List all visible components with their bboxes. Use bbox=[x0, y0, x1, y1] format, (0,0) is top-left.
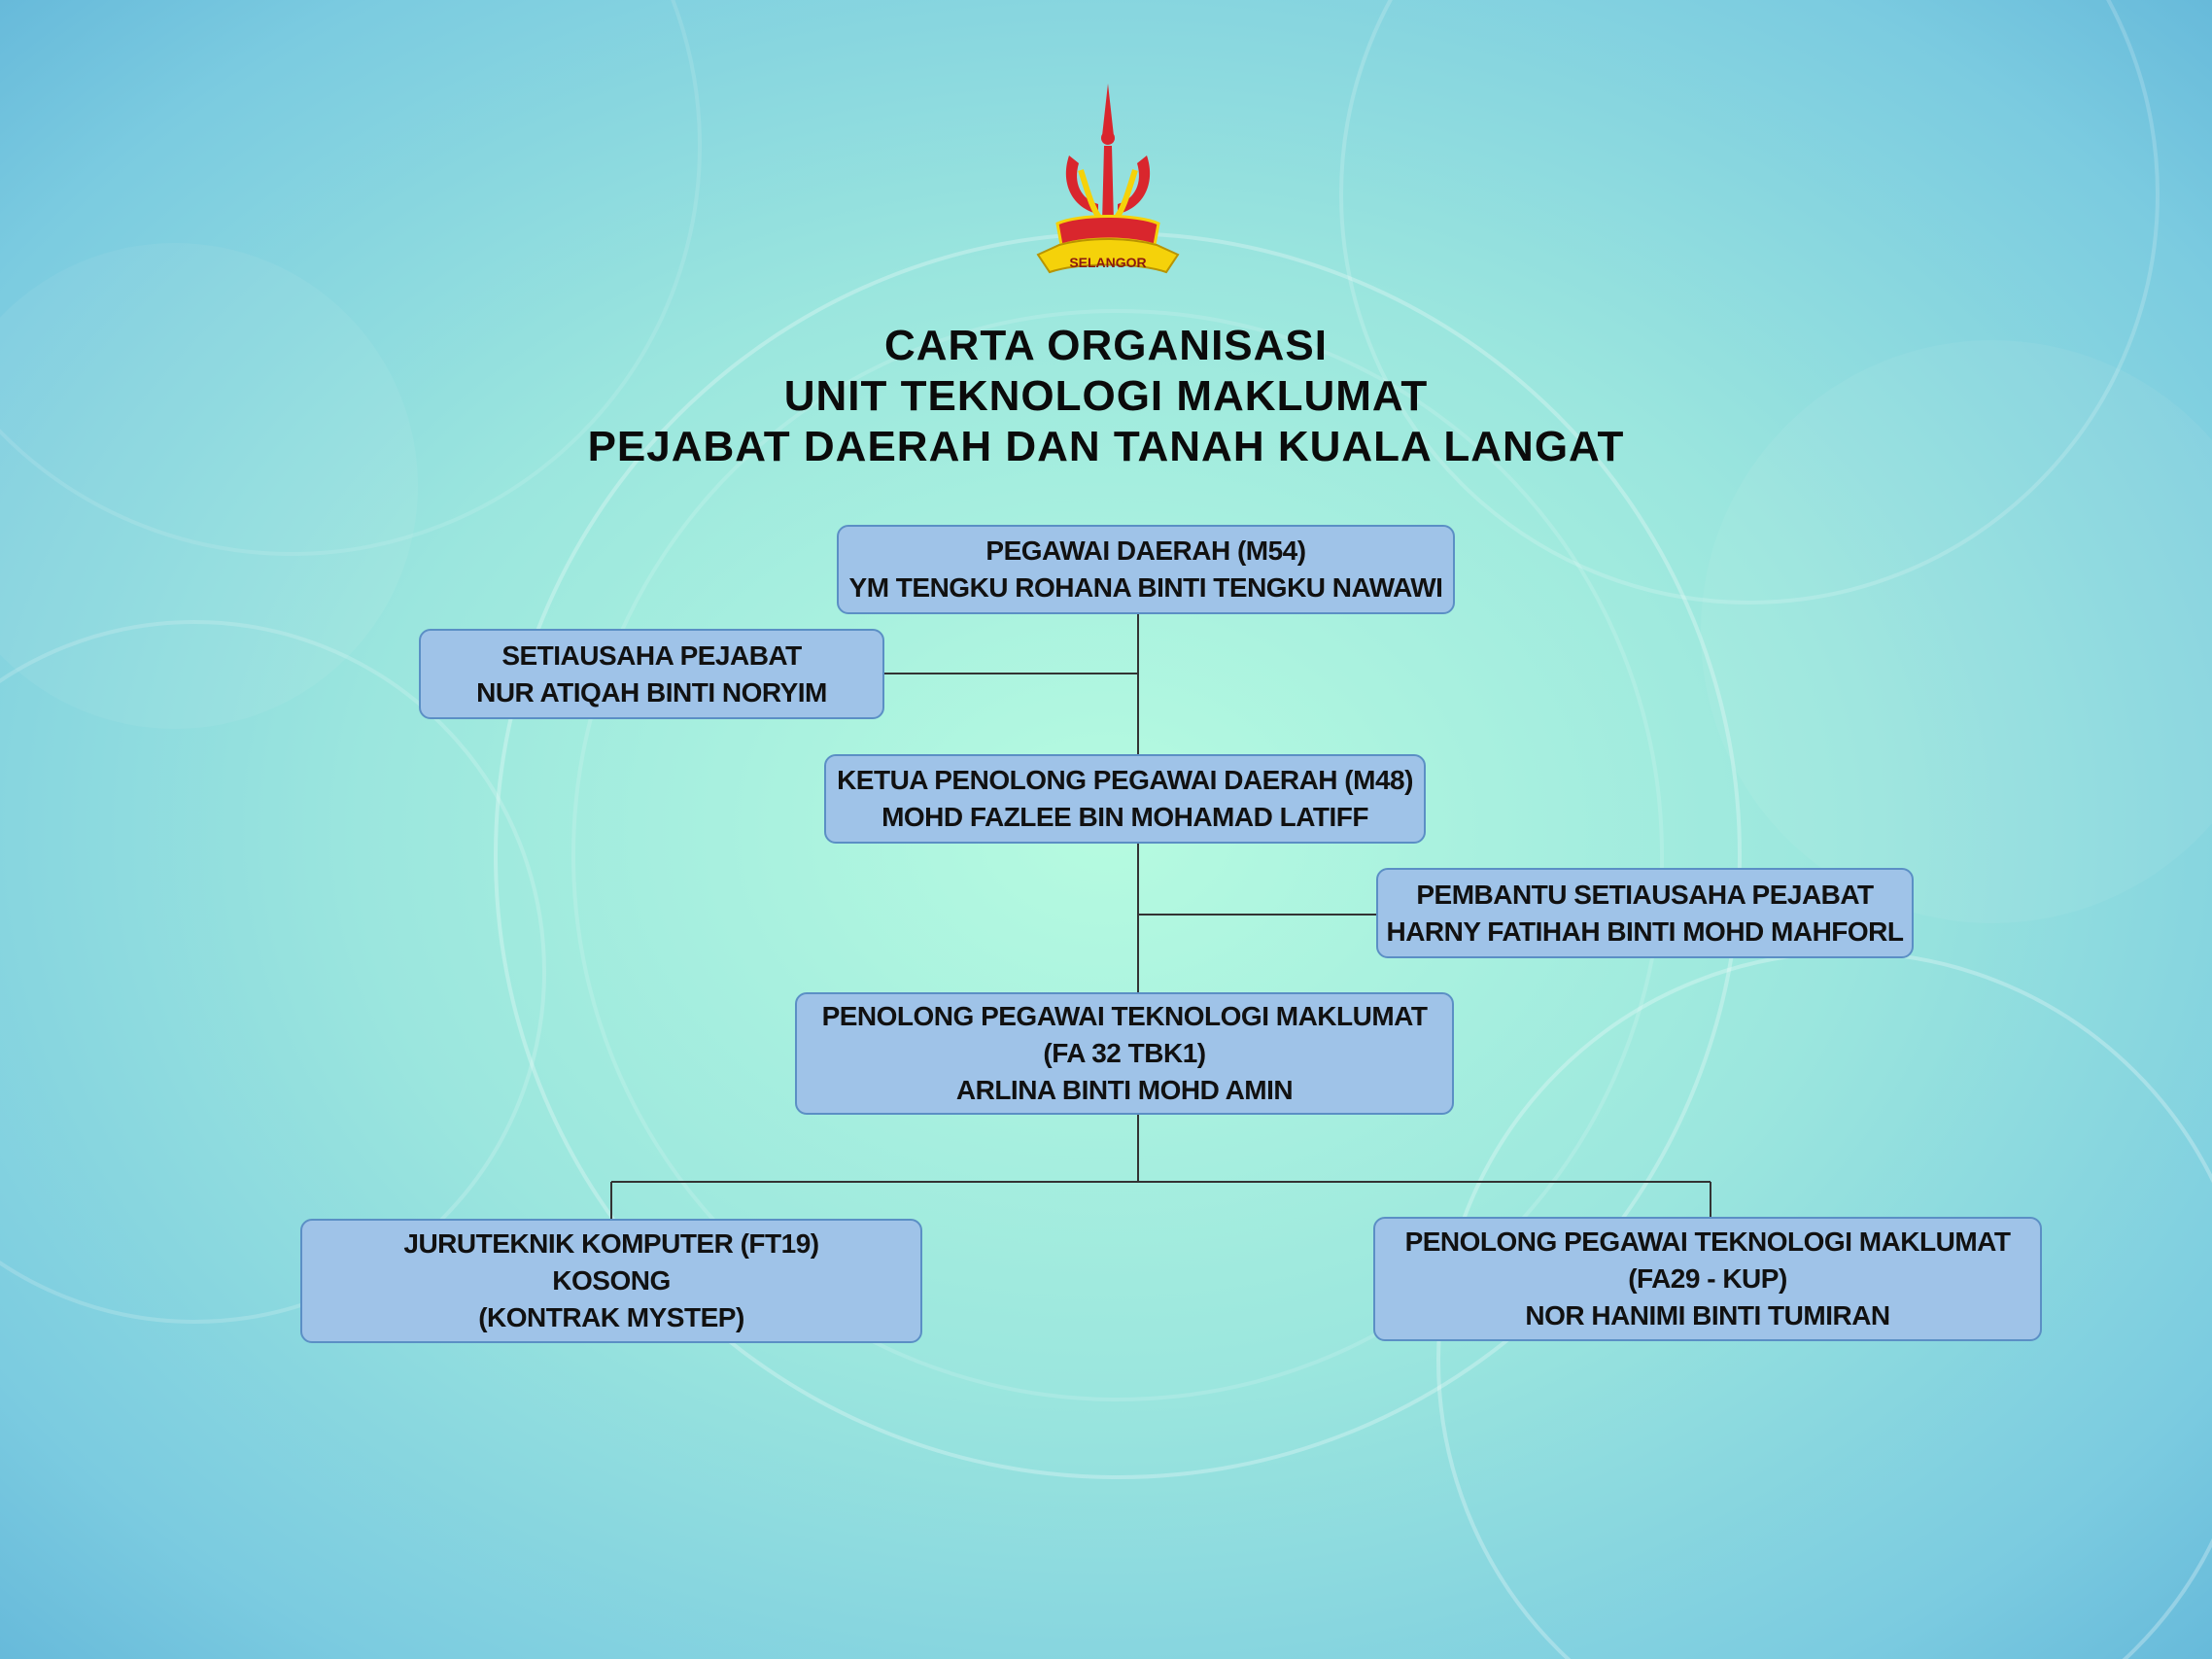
node-person: ARLINA BINTI MOHD AMIN bbox=[955, 1075, 1294, 1105]
node-person: YM TENGKU ROHANA BINTI TENGKU NAWAWI bbox=[848, 572, 1443, 603]
title-line-2: UNIT TEKNOLOGI MAKLUMAT bbox=[783, 372, 1429, 420]
title-line-1: CARTA ORGANISASI bbox=[884, 322, 1328, 369]
node-title: PENOLONG PEGAWAI TEKNOLOGI MAKLUMAT bbox=[821, 1001, 1428, 1031]
node-pegawai-daerah bbox=[837, 525, 1455, 614]
node-note: (KONTRAK MYSTEP) bbox=[478, 1302, 744, 1332]
node-person: MOHD FAZLEE BIN MOHAMAD LATIFF bbox=[881, 802, 1368, 832]
node-pembantu-setiausaha-pejabat bbox=[1376, 868, 1914, 958]
node-title: SETIAUSAHA PEJABAT bbox=[501, 639, 802, 671]
node-title: KETUA PENOLONG PEGAWAI DAERAH (M48) bbox=[837, 765, 1413, 795]
node-person: HARNY FATIHAH BINTI MOHD MAHFORL bbox=[1386, 916, 1904, 947]
node-grade: (FA 32 TBK1) bbox=[1043, 1038, 1206, 1068]
node-title: PEMBANTU SETIAUSAHA PEJABAT bbox=[1416, 879, 1874, 910]
node-title: PEGAWAI DAERAH (M54) bbox=[985, 536, 1306, 566]
node-juruteknik-komputer bbox=[300, 1219, 922, 1343]
node-person: NOR HANIMI BINTI TUMIRAN bbox=[1525, 1300, 1890, 1331]
node-setiausaha-pejabat bbox=[419, 629, 884, 719]
node-title: PENOLONG PEGAWAI TEKNOLOGI MAKLUMAT bbox=[1404, 1227, 2011, 1257]
node-penolong-pegawai-tm-fa32 bbox=[795, 992, 1454, 1115]
node-person: NUR ATIQAH BINTI NORYIM bbox=[476, 676, 827, 708]
node-ketua-penolong-pegawai-daerah bbox=[824, 754, 1426, 844]
crest-banner-text: SELANGOR bbox=[1069, 255, 1147, 270]
node-title: JURUTEKNIK KOMPUTER (FT19) bbox=[403, 1228, 819, 1259]
node-penolong-pegawai-tm-fa29 bbox=[1373, 1217, 2042, 1341]
node-status: KOSONG bbox=[552, 1265, 671, 1296]
node-grade: (FA29 - KUP) bbox=[1628, 1263, 1787, 1294]
title-line-3: PEJABAT DAERAH DAN TANAH KUALA LANGAT bbox=[587, 423, 1625, 470]
